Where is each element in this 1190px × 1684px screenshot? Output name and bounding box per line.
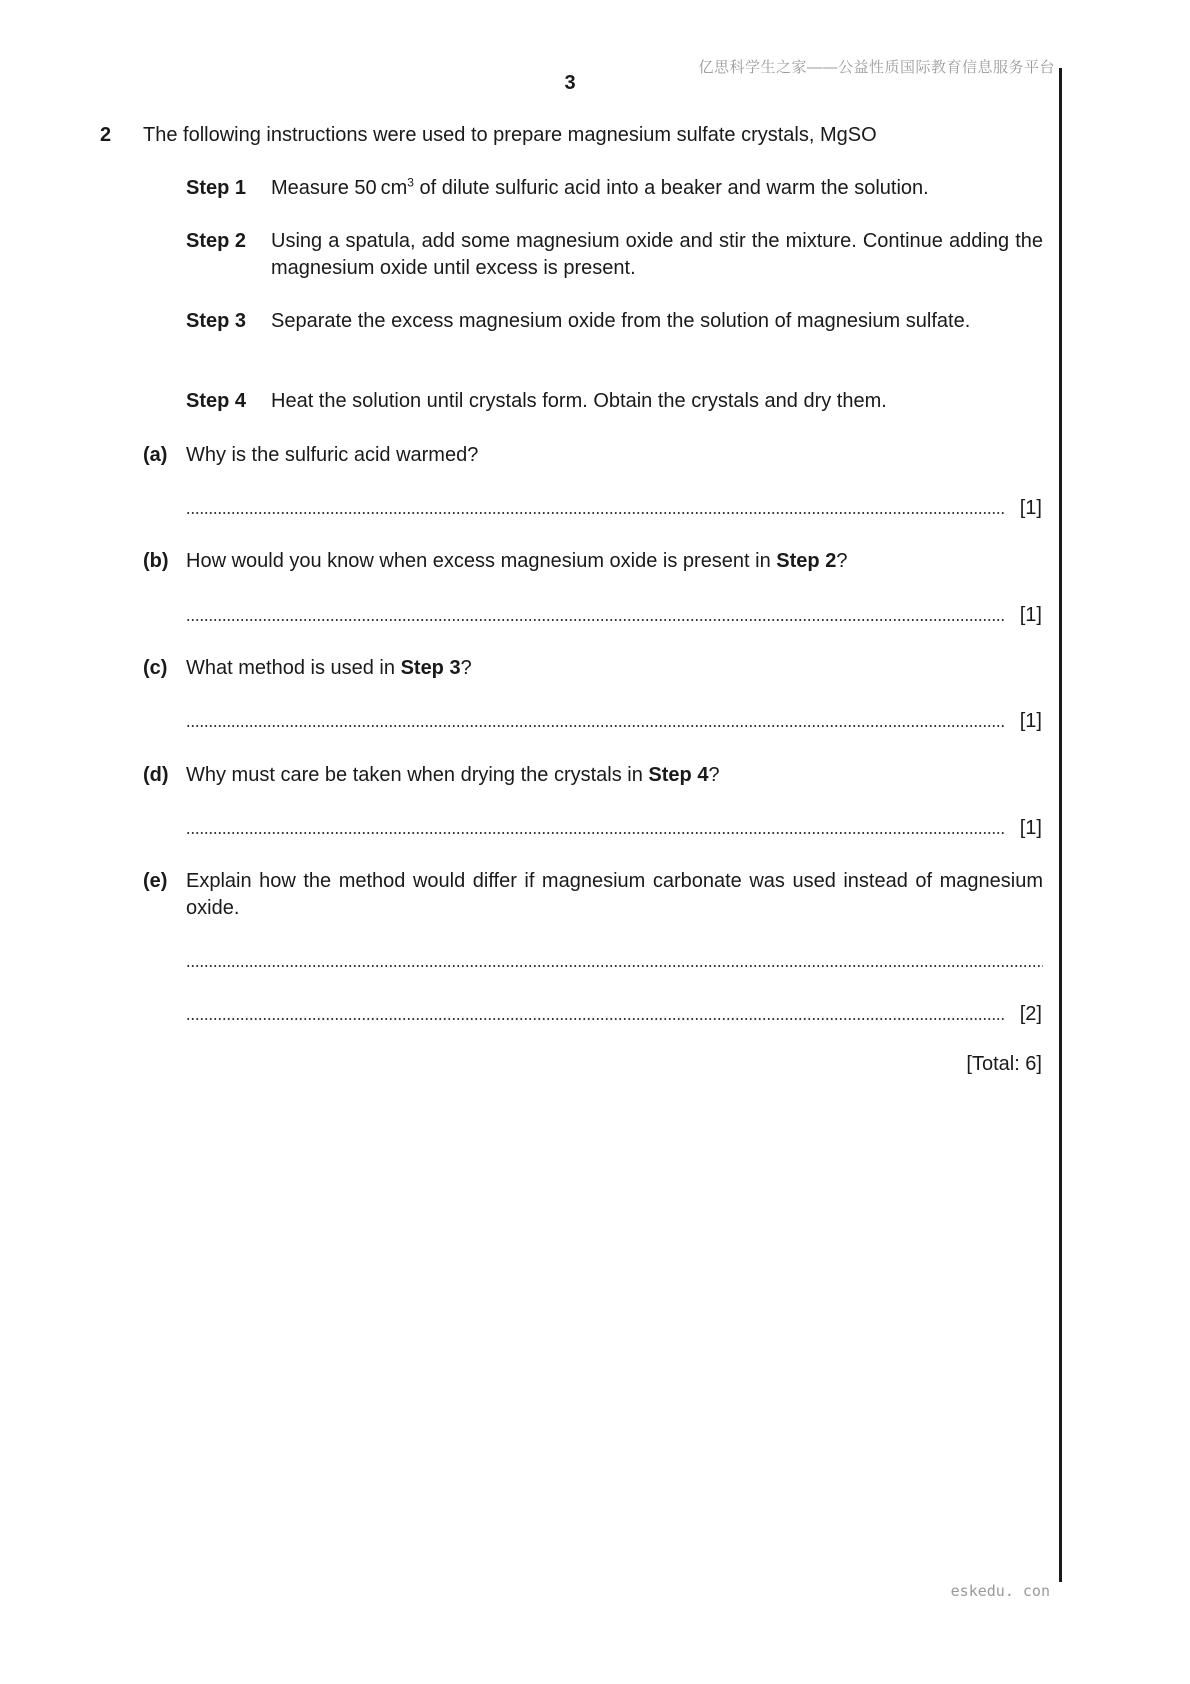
marks-e: [2] xyxy=(1019,1003,1042,1025)
answer-line-d[interactable] xyxy=(186,830,1004,836)
question-stem: The following instructions were used to prepare magnesium sulfate crystals, MgSO xyxy=(143,124,877,146)
answer-line-e-1[interactable] xyxy=(186,963,1043,969)
page-number: 3 xyxy=(564,72,576,94)
part-d-label: (d) xyxy=(143,764,169,786)
part-c-label: (c) xyxy=(143,657,168,679)
part-b-label: (b) xyxy=(143,550,169,572)
total-marks: [Total: 6] xyxy=(966,1053,1042,1075)
watermark-footer: eskedu. con xyxy=(950,1582,1050,1600)
marks-c: [1] xyxy=(1019,710,1042,732)
part-d-text: Why must care be taken when drying the crystals in Step 4? xyxy=(186,764,720,786)
step-1-label: Step 1 xyxy=(186,177,247,199)
part-a-label: (a) xyxy=(143,444,168,466)
step-3-text: Separate the excess magnesium oxide from the solution of magnesium sulfate. xyxy=(271,310,971,332)
question-number: 2 xyxy=(100,124,112,146)
part-e-label: (e) xyxy=(143,870,168,892)
step-4-label: Step 4 xyxy=(186,390,247,412)
marks-d: [1] xyxy=(1019,817,1042,839)
part-b-text: How would you know when excess magnesium oxide is present in Step 2? xyxy=(186,550,848,572)
step-2-label: Step 2 xyxy=(186,230,247,252)
answer-line-e-2[interactable] xyxy=(186,1016,1004,1022)
step-4-text: Heat the solution until crystals form. Obtain the crystals and dry them. xyxy=(271,390,887,412)
step-1-text: Measure 50 $cm^3$ of dilute sulfuric acid into a beaker and warm the solution. xyxy=(271,175,929,199)
part-e-text: Explain how the method would differ if magnesium carbonate was used instead of magnesium oxide. xyxy=(186,870,1043,919)
step-3-label: Step 3 xyxy=(186,310,247,332)
margin-rule xyxy=(1059,68,1062,1582)
marks-a: [1] xyxy=(1019,497,1042,519)
answer-line-c[interactable] xyxy=(186,723,1004,729)
answer-line-a[interactable] xyxy=(186,510,1004,516)
part-c-text: What method is used in Step 3? xyxy=(186,657,472,679)
part-a-text: Why is the sulfuric acid warmed? xyxy=(186,444,479,466)
step-2-text: Using a spatula, add some magnesium oxide and stir the mixture. Continue adding the magnesium oxide until excess is present. xyxy=(271,230,1043,279)
watermark-header: 亿思科学生之家——公益性质国际教育信息服务平台 xyxy=(698,59,1055,76)
marks-b: [1] xyxy=(1019,604,1042,626)
answer-line-b[interactable] xyxy=(186,617,1004,623)
